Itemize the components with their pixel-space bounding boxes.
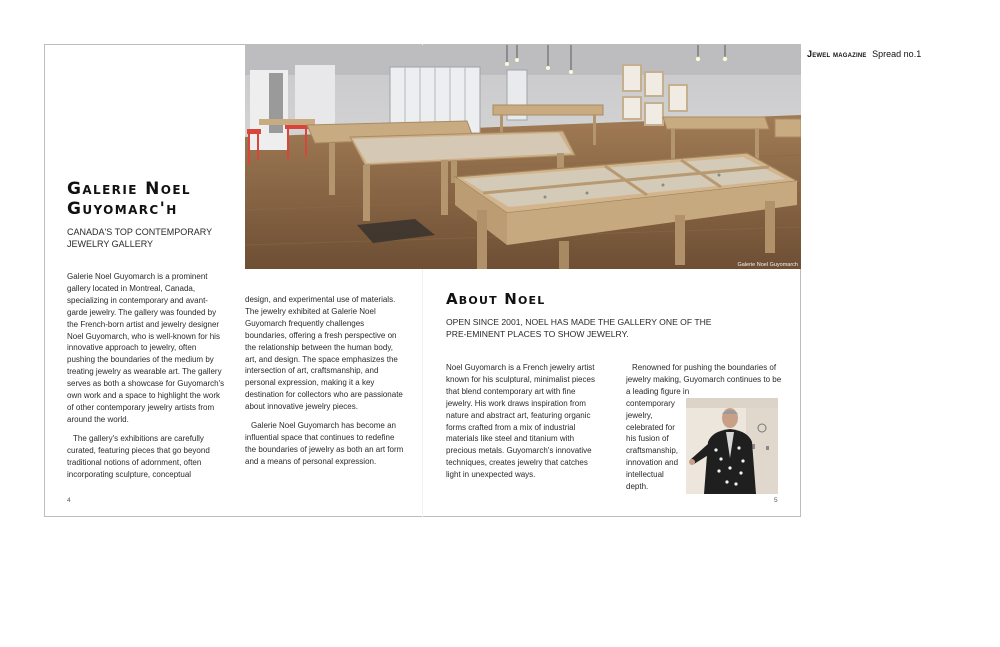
page-number-left: 4 (67, 497, 71, 504)
gallery-subtitle: CANADA'S TOP CONTEMPORARY JEWELRY GALLERY (67, 227, 212, 249)
gallery-title (67, 179, 237, 219)
magazine-name: Jewel magazine (807, 49, 867, 59)
about-title: About Noel (446, 290, 546, 308)
left-column-2 (245, 294, 405, 468)
paragraph: Galerie Noel Guyomarch has become an influential space that continues to redefine the boundaries of jewelry as both an art form and a means of personal expression. (245, 421, 404, 466)
spread-label: Spread no.1 (872, 49, 922, 59)
paragraph: Galerie Noel Guyomarch is a prominent gallery located in Montreal, Canada, specializing in contemporary and avant-garde jewelry. The gallery was founded by the French-born artist and jewelry designer Noel Guyomarch, who is well-known for his innovative approach to jewelry, often pushing the boundaries of the medium by treating jewelry as wearable art. The gallery serves as both a showcase for Guyomarch's own work and a space to highlight the work of other contemporary jewelry artists from around the world. (67, 272, 225, 424)
gallery-title-line1: Galerie Noel (67, 179, 191, 199)
masthead (807, 49, 921, 59)
paragraph: Noel Guyomarch is a French jewelry artist known for his sculptural, minimalist pieces that blend contemporary art with fine jewelry. His work draws inspiration from nature and abstract art, featuring organic forms crafted from a mix of industrial materials like steel and titanium with precious metals. Guyomarch's innovative techniques, creates jewelry that catches light in unexpected ways. (446, 363, 595, 480)
page-number-right: 5 (774, 497, 778, 504)
left-column-1 (67, 271, 225, 480)
gallery-interior-photo (245, 45, 801, 269)
paragraph: The gallery's exhibitions are carefully curated, featuring pieces that go beyond traditional notions of adornment, often incorporating sculpture, conceptual (67, 433, 210, 479)
paragraph: contemporary jewelry, celebrated for his fusion of craftsmanship, innovation and intellectual depth. (626, 398, 679, 492)
paragraph: Renowned for pushing the boundaries of jewelry making, Guyomarch continues to be a leading figure in (626, 363, 782, 396)
paragraph: design, and experimental use of materials. The jewelry exhibited at Galerie Noel Guyomarch frequently challenges boundaries, offering a fresh perspective on the relationship between the human body, art, and design. The space emphasizes the intersection of art, craftsmanship, and personal expression, making it a key destination for collectors who are passionate about innovative jewelry pieces. (245, 295, 403, 412)
noel-portrait-photo (686, 398, 778, 494)
about-subtitle: OPEN SINCE 2001, NOEL HAS MADE THE GALLERY ONE OF THE PRE-EMINENT PLACES TO SHOW JEWELRY. (446, 317, 712, 339)
portrait-illustration (686, 398, 778, 494)
right-column-1 (446, 362, 598, 481)
gallery-title-line2: Guyomarc'h (67, 199, 178, 219)
gallery-interior-illustration (245, 45, 801, 269)
photo-credit: Galerie Noel Guyomarch (737, 262, 798, 268)
